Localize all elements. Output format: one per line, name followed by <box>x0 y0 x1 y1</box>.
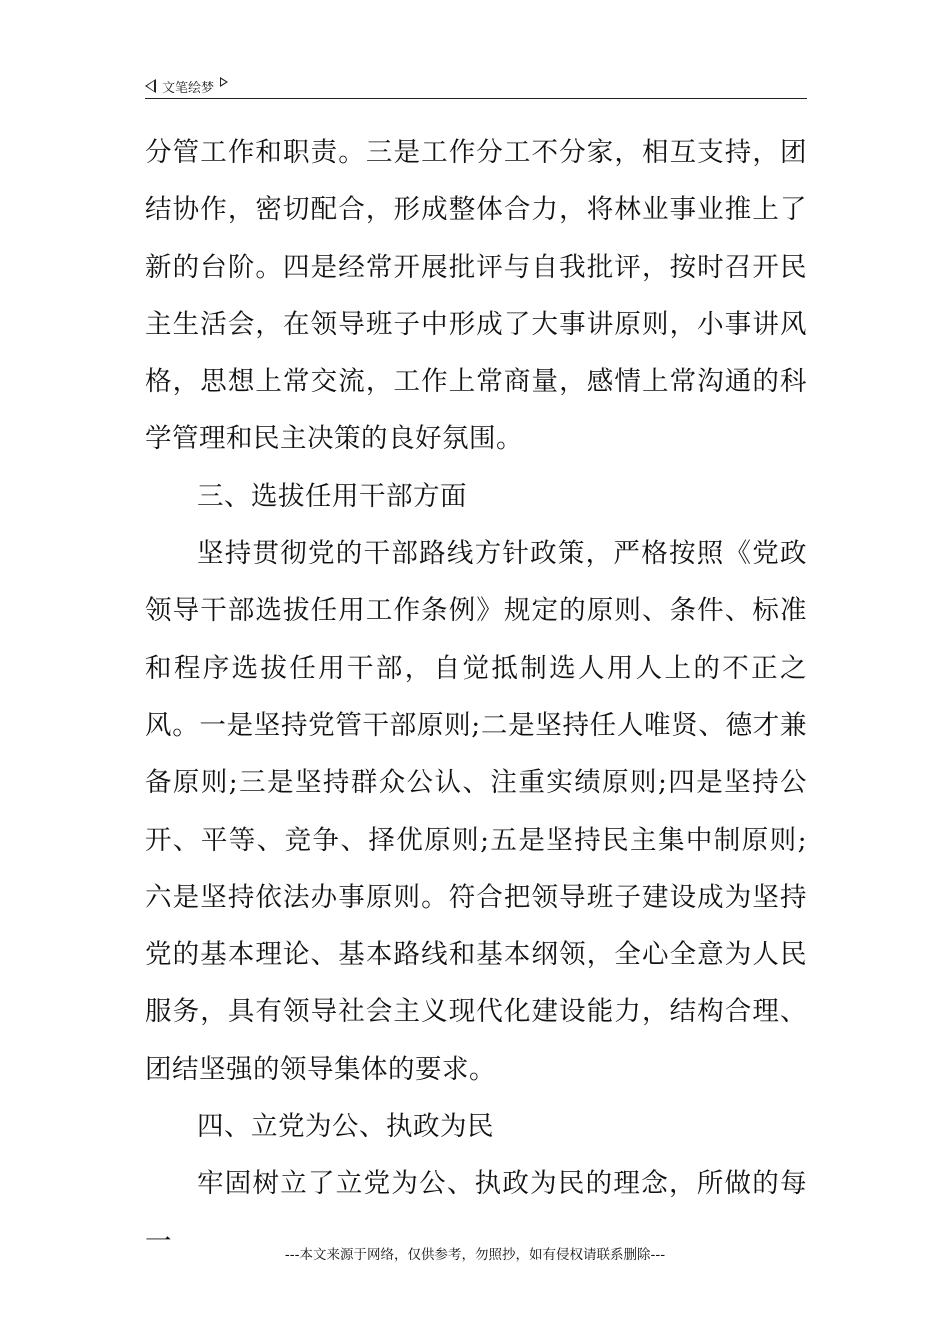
header-title: 文笔绘梦 <box>162 80 215 96</box>
document-body <box>145 124 807 1270</box>
paragraph-cadre-selection: 坚持贯彻党的干部路线方针政策，严格按照《党政领导干部选拔任用工作条例》规定的原则、条件、标准和程序选拔任用干部，自觉抵制选人用人上的不正之风。一是坚持党管干部原则;二是坚持任人唯贤、德才兼备原则;三是坚持群众公认、注重实绩原则;四是坚持公开、平等、竞争、择优原则;五是坚持民主集中制原则;六是坚持依法办事原则。符合把领导班子建设成为坚持党的基本理论、基本路线和基本纲领，全心全意为人民服务，具有领导社会主义现代化建设能力，结构合理、团结坚强的领导集体的要求。 <box>145 538 807 1085</box>
section-heading-4: 四、立党为公、执政为民 <box>197 1111 494 1143</box>
triangle-right-icon <box>220 77 228 87</box>
paragraph-continuation: 分管工作和职责。三是工作分工不分家，相互支持，团结协作，密切配合，形成整体合力，将林业事业推上了新的台阶。四是经常开展批评与自我批评，按时召开民主生活会，在领导班子中形成了大事讲原则，小事讲风格，思想上常交流，工作上常商量，感情上常沟通的科学管理和民主决策的良好氛围。 <box>145 137 807 455</box>
document-header <box>145 74 807 98</box>
footer-disclaimer: ---本文来源于网络，仅供参考，勿照抄，如有侵权请联系删除--- <box>284 1247 666 1263</box>
paragraph-party-for-public: 牢固树立了立党为公、执政为民的理念，所做的每一 <box>145 1168 807 1257</box>
triangle-left-icon <box>145 79 156 93</box>
section-heading-3: 三、选拔任用干部方面 <box>197 480 467 512</box>
header-divider <box>145 98 807 99</box>
